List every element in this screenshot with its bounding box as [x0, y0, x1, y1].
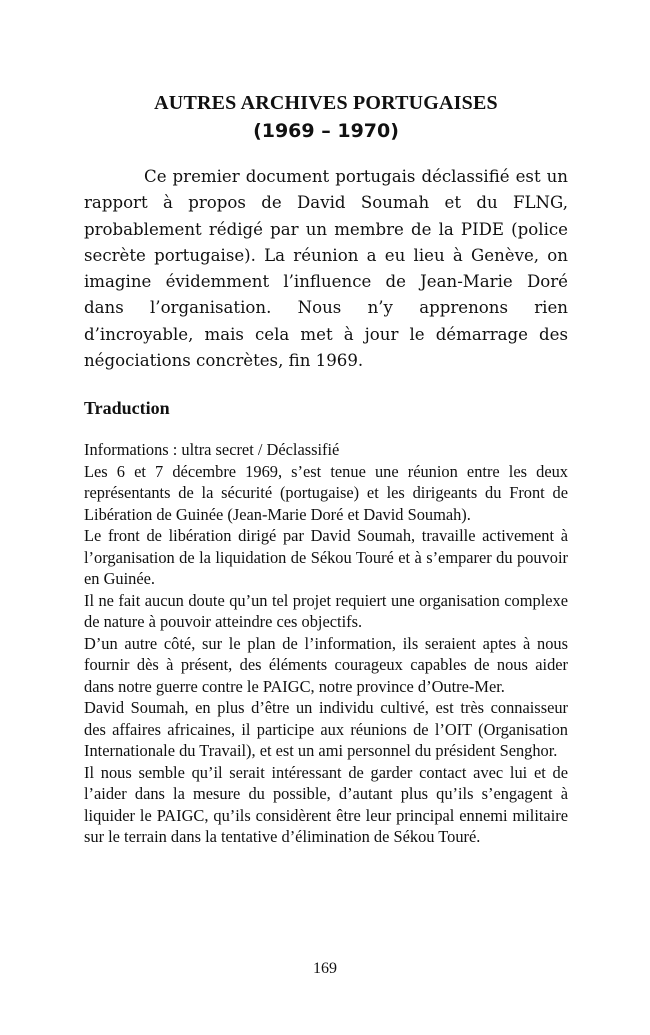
translation-text	[84, 439, 568, 848]
page-title: AUTRES ARCHIVES PORTUGAISES	[154, 92, 498, 114]
translation-paragraph: Il ne fait aucun doute qu’un tel projet requiert une organisation complexe de nature à pouvoir atteindre ces objectifs.	[84, 590, 568, 632]
translation-paragraph: D’un autre côté, sur le plan de l’information, ils seraient aptes à nous fournir dès à présent, des éléments courageux capables de nous aider dans notre guerre contre le PAIGC, notre province d’Outre-Mer.	[84, 633, 568, 696]
intro-paragraph: Ce premier document portugais déclassifié est un rapport à propos de David Soumah et du FLNG, probablement rédigé par un membre de la PIDE (police secrète portugaise). La réunion a eu lieu à Genève, on imagine évidemment l’influence de Jean-Marie Doré dans l’organisation. Nous n’y apprenons rien d’incroyable, mais cela met à jour le démarrage des négociations concrètes, fin 1969.	[84, 167, 568, 371]
page-body	[84, 90, 568, 848]
translation-paragraph: Le front de libération dirigé par David Soumah, travaille activement à l’organisation de la liquidation de Sékou Touré et à s’emparer du pouvoir en Guinée.	[84, 526, 568, 589]
page-number: 169	[313, 960, 337, 977]
section-heading: Traduction	[84, 398, 170, 419]
page-subtitle: (1969 – 1970)	[253, 120, 399, 142]
translation-paragraph: David Soumah, en plus d’être un individu cultivé, est très connaisseur des affaires africaines, il participe aux réunions de l’OIT (Organisation Internationale du Travail), et est un ami personnel du président Senghor.	[84, 698, 568, 761]
translation-paragraph: Il nous semble qu’il serait intéressant de garder contact avec lui et de l’aider dans la mesure du possible, d’autant plus qu’ils s’engagent à liquider le PAIGC, qu’ils considèrent être leur principal ennemi militaire sur le terrain dans la tentative d’élimination de Sékou Touré.	[84, 762, 568, 847]
translation-line: Informations : ultra secret / Déclassifié	[84, 440, 340, 460]
translation-paragraph: Les 6 et 7 décembre 1969, s’est tenue une réunion entre les deux représentants de la sécurité (portugaise) et les dirigeants du Front de Libération de Guinée (Jean-Marie Doré et David Soumah).	[84, 461, 568, 524]
